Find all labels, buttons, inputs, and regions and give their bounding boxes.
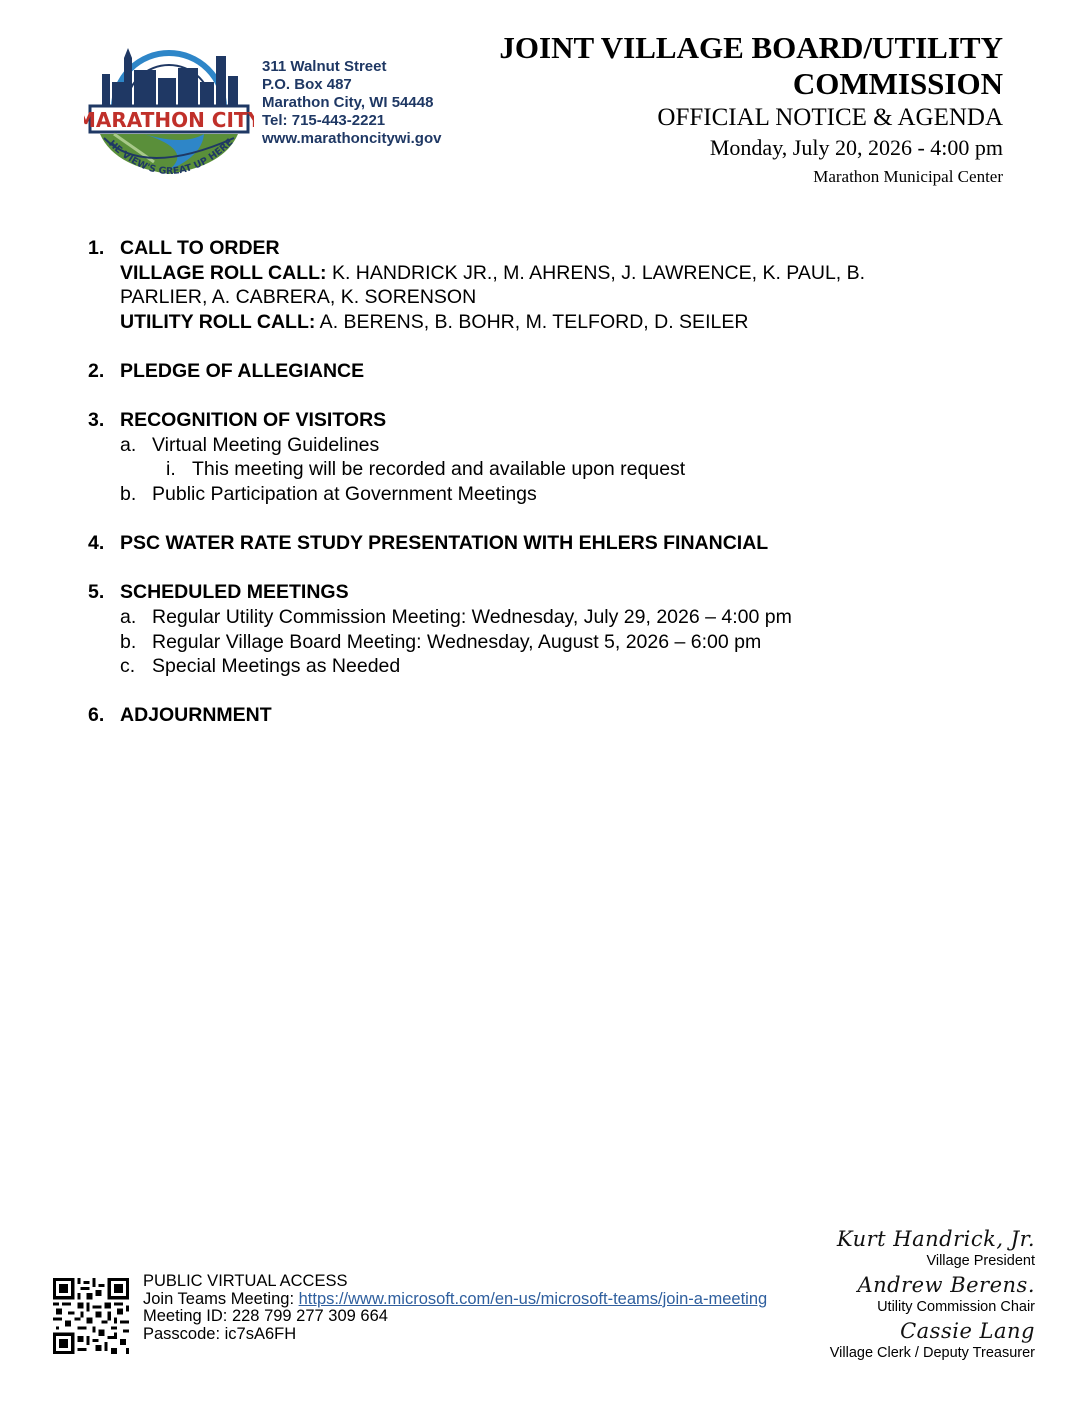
agenda-item-heading: RECOGNITION OF VISITORS <box>120 409 387 432</box>
address-block <box>262 58 441 148</box>
agenda-item-heading: PLEDGE OF ALLEGIANCE <box>120 359 365 382</box>
signature-title: Village Clerk / Deputy Treasurer <box>829 1345 1035 1361</box>
utility-roll-call-label: UTILITY ROLL CALL: <box>120 310 316 333</box>
agenda-item-heading: CALL TO ORDER <box>120 237 280 259</box>
sub-sub-item-label: i. <box>166 458 176 481</box>
sub-item-label: b. <box>120 482 137 505</box>
meeting-location: Marathon Municipal Center <box>813 167 1003 186</box>
agenda-item-number: 4. <box>88 532 105 555</box>
village-roll-call-names: K. HANDRICK JR., M. AHRENS, J. LAWRENCE, K. PAUL, B. <box>326 261 866 284</box>
meeting-date: Monday, July 20, 2026 - 4:00 pm <box>709 135 1003 160</box>
village-roll-call <box>120 261 1008 286</box>
teams-join-link[interactable]: https://www.microsoft.com/en-us/microsoft-teams/join-a-meeting <box>298 1289 768 1308</box>
agenda-item-number: 5. <box>88 581 105 604</box>
teams-join-label: Join Teams Meeting: <box>143 1289 299 1308</box>
village-roll-call-names-cont: PARLIER, A. CABRERA, K. SORENSON <box>120 286 477 309</box>
title-block <box>499 30 1003 191</box>
sub-item <box>120 433 1008 458</box>
sub-item-text: Public Participation at Government Meetings <box>152 482 537 505</box>
sub-item-label: b. <box>120 630 137 653</box>
agenda-item-pledge <box>88 359 1008 384</box>
sub-item <box>120 605 1008 630</box>
address-web: www.marathoncitywi.gov <box>262 130 442 147</box>
utility-roll-call-names: A. BERENS, B. BOHR, M. TELFORD, D. SEILER <box>315 310 749 333</box>
agenda-item-heading: PSC WATER RATE STUDY PRESENTATION WITH EHLERS FINANCIAL <box>120 532 769 555</box>
signature-title: Utility Commission Chair <box>877 1299 1035 1315</box>
meeting-id: Meeting ID: 228 799 277 309 664 <box>143 1307 388 1325</box>
qr-code-icon <box>53 1278 129 1354</box>
sub-item <box>120 654 1008 679</box>
agenda-item-scheduled-meetings <box>88 580 1008 678</box>
sub-item <box>120 482 1008 507</box>
address-po-box: P.O. Box 487 <box>262 76 352 93</box>
utility-roll-call <box>120 310 1008 335</box>
sub-item-label: a. <box>120 605 137 628</box>
agenda-item-heading: SCHEDULED MEETINGS <box>120 581 349 604</box>
signature-block <box>830 1226 1035 1364</box>
signature-village-president: Kurt Handrick, Jr. <box>836 1227 1035 1251</box>
document-title-line2: COMMISSION <box>792 66 1003 101</box>
sub-item-text: Virtual Meeting Guidelines <box>152 433 380 456</box>
agenda-list <box>88 236 1008 752</box>
document-title-line1: JOINT VILLAGE BOARD/UTILITY <box>499 30 1003 65</box>
agenda-item-call-to-order <box>88 236 1008 334</box>
address-street: 311 Walnut Street <box>262 58 387 75</box>
signature-utility-chair: Andrew Berens. <box>857 1273 1035 1297</box>
agenda-item-number: 6. <box>88 704 105 727</box>
sub-item-label: a. <box>120 433 137 456</box>
document-subtitle: OFFICIAL NOTICE & AGENDA <box>657 104 1003 131</box>
meeting-passcode: Passcode: ic7sA6FH <box>143 1324 297 1343</box>
sub-sub-item <box>120 457 1008 482</box>
signature-village-clerk: Cassie Lang <box>900 1319 1035 1343</box>
village-roll-call-label: VILLAGE ROLL CALL: <box>120 261 327 284</box>
agenda-item-water-rate-study <box>88 531 1008 556</box>
address-city: Marathon City, WI 54448 <box>262 94 434 111</box>
agenda-item-number: 1. <box>88 237 105 259</box>
sub-item-label: c. <box>120 655 136 678</box>
virtual-access-heading: PUBLIC VIRTUAL ACCESS <box>143 1272 348 1290</box>
sub-item-text: Regular Utility Commission Meeting: Wednesday, July 29, 2026 – 4:00 pm <box>152 605 792 628</box>
virtual-access-block <box>143 1273 767 1343</box>
signature-title: Village President <box>926 1253 1035 1269</box>
sub-item-text: Special Meetings as Needed <box>152 655 401 678</box>
agenda-item-adjournment <box>88 703 1008 728</box>
logo-tagline: HE VIEW'S GREAT UP HERE <box>106 136 236 178</box>
agenda-item-number: 3. <box>88 409 105 432</box>
address-tel: Tel: 715-443-2221 <box>262 112 386 129</box>
marathon-city-logo <box>84 38 254 188</box>
sub-item-text: Regular Village Board Meeting: Wednesday, August 5, 2026 – 6:00 pm <box>152 630 762 653</box>
agenda-item-heading: ADJOURNMENT <box>120 704 272 727</box>
agenda-item-visitors <box>88 408 1008 506</box>
logo-name: MARATHON CITY <box>84 108 254 132</box>
agenda-item-number: 2. <box>88 359 105 382</box>
sub-item <box>120 630 1008 655</box>
sub-sub-item-text: This meeting will be recorded and available upon request <box>192 458 686 481</box>
teams-join-line <box>143 1291 767 1309</box>
